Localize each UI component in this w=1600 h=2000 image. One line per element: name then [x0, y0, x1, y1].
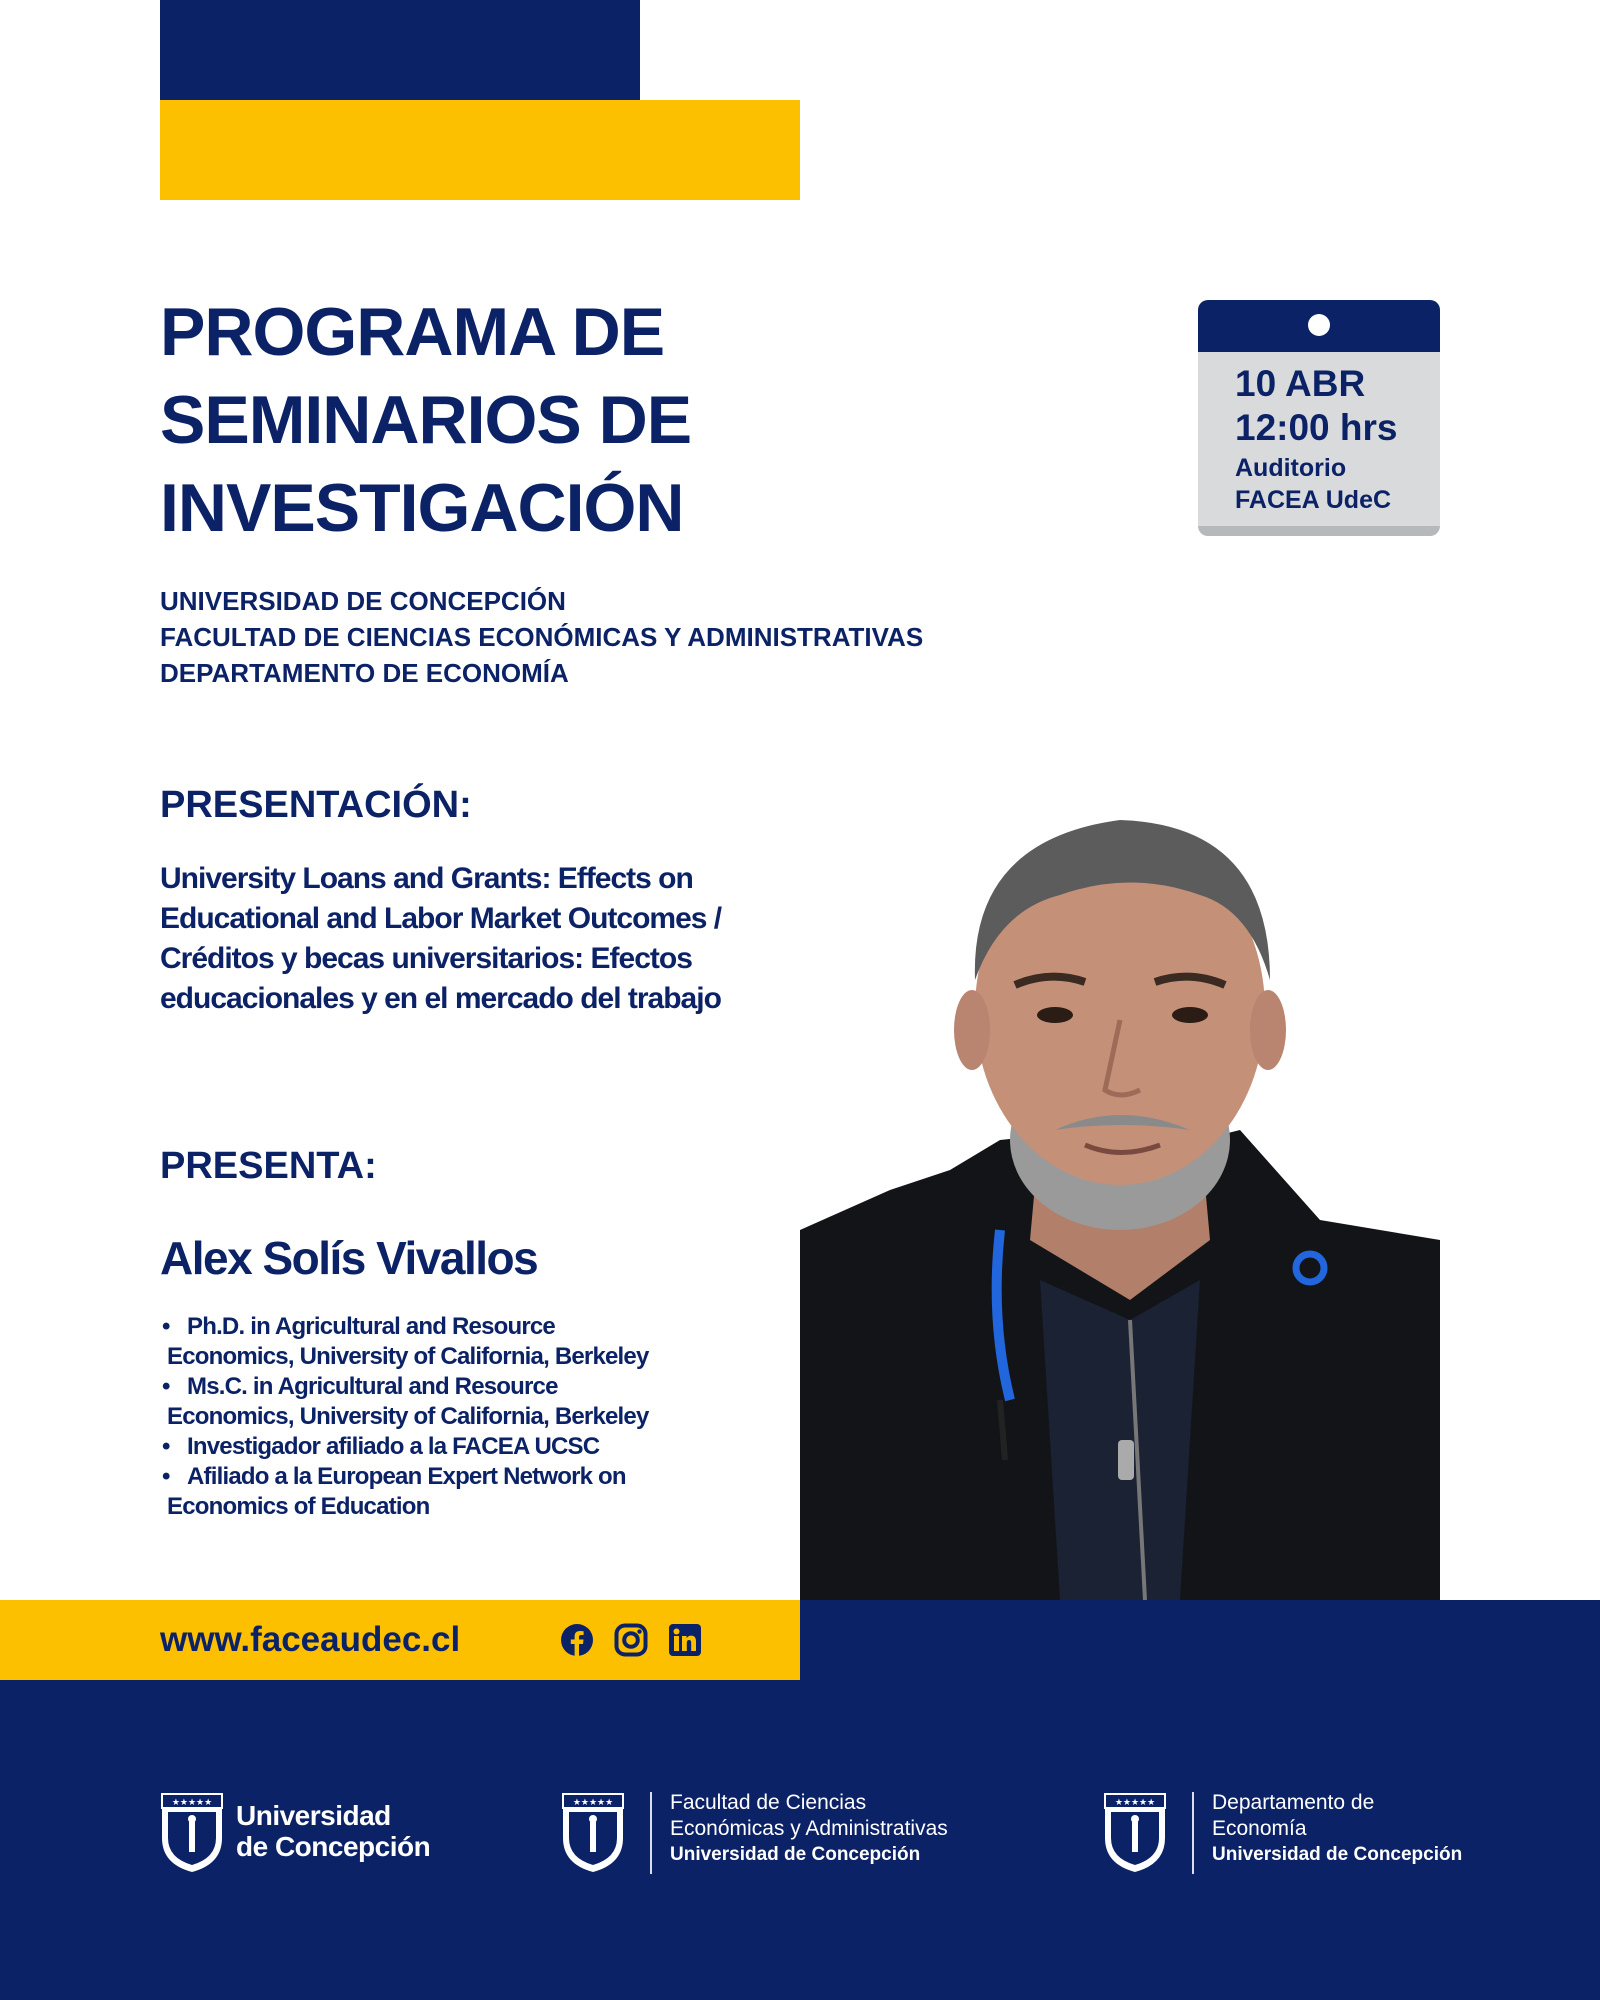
- calendar-header: [1198, 300, 1440, 352]
- logo-text-line: Facultad de Ciencias: [670, 1791, 867, 1814]
- event-time: 12:00 hrs: [1235, 407, 1398, 448]
- event-place-line: Auditorio: [1235, 454, 1347, 482]
- institution-line: FACULTAD DE CIENCIAS ECONÓMICAS Y ADMINISTRATIVAS: [160, 622, 924, 652]
- event-place: [1235, 452, 1391, 516]
- event-place-line: FACEA UdeC: [1235, 486, 1392, 514]
- presentation-label: PRESENTACIÓN:: [160, 784, 472, 826]
- logo-divider: [1192, 1792, 1194, 1874]
- svg-text:★★★★★: ★★★★★: [171, 1798, 213, 1808]
- credential-item: [160, 1372, 780, 1432]
- economia-logo-text: [1212, 1790, 1462, 1868]
- title-line: SEMINARIOS DE: [160, 382, 692, 458]
- institution-line: UNIVERSIDAD DE CONCEPCIÓN: [160, 586, 566, 616]
- presenter-photo: [800, 800, 1440, 1600]
- logo-text-line: Universidad de Concepción: [670, 1844, 921, 1865]
- title-line: INVESTIGACIÓN: [160, 470, 684, 546]
- logo-text-line: Universidad: [236, 1800, 391, 1831]
- credential-text: Afiliado a la European Expert Network on: [187, 1463, 626, 1490]
- logo-text-line: Económicas y Administrativas: [670, 1817, 948, 1840]
- instagram-icon[interactable]: [614, 1623, 648, 1657]
- credential-text: Economics of Education: [167, 1493, 430, 1520]
- credential-item: [160, 1462, 780, 1522]
- udec-shield-logo: [160, 1792, 224, 1874]
- event-date: 10 ABR: [1235, 363, 1366, 404]
- svg-text:★★★★★: ★★★★★: [572, 1798, 614, 1808]
- institution-block: [160, 583, 923, 691]
- credential-text: Ms.C. in Agricultural and Resource: [187, 1373, 558, 1400]
- top-yellow-bar: [160, 100, 800, 200]
- credential-text: Economics, University of California, Berkeley: [167, 1403, 649, 1430]
- presenter-portrait: [800, 800, 1440, 1600]
- event-calendar-card: [1198, 300, 1440, 537]
- title-line: PROGRAMA DE: [160, 294, 665, 370]
- economia-shield-logo: [1103, 1792, 1167, 1874]
- presenter-name: Alex Solís Vivallos: [160, 1232, 538, 1284]
- credential-item: [160, 1432, 780, 1462]
- website-link[interactable]: www.faceaudec.cl: [160, 1620, 461, 1659]
- presenter-label: PRESENTA:: [160, 1145, 377, 1187]
- presentation-title: University Loans and Grants: Effects on Educational and Labor Market Outcomes / Créditos y becas universitarios: Efectos educacionales y en el mercado del trabajo: [160, 862, 722, 1015]
- facea-shield-logo: [561, 1792, 625, 1874]
- credential-text: Ph.D. in Agricultural and Resource: [187, 1313, 555, 1340]
- linkedin-icon[interactable]: [668, 1623, 702, 1657]
- page-title: [160, 288, 1060, 552]
- logo-divider: [650, 1792, 652, 1874]
- credential-text: Investigador afiliado a la FACEA UCSC: [187, 1433, 600, 1460]
- facea-logo-text: [670, 1790, 948, 1868]
- calendar-ring-icon: [1308, 314, 1330, 336]
- presenter-credentials: [160, 1312, 780, 1522]
- credential-item: [160, 1312, 780, 1372]
- credential-text: Economics, University of California, Berkeley: [167, 1343, 649, 1370]
- logo-text-line: de Concepción: [236, 1831, 431, 1862]
- logo-text-line: Economía: [1212, 1817, 1307, 1840]
- facebook-icon[interactable]: [560, 1623, 594, 1657]
- logo-text-line: Universidad de Concepción: [1212, 1844, 1463, 1865]
- top-navy-bar: [160, 0, 640, 100]
- svg-text:★★★★★: ★★★★★: [1114, 1798, 1156, 1808]
- logo-text-line: Departamento de: [1212, 1791, 1375, 1814]
- institution-line: DEPARTAMENTO DE ECONOMÍA: [160, 658, 569, 688]
- udec-logo-text: [236, 1800, 430, 1862]
